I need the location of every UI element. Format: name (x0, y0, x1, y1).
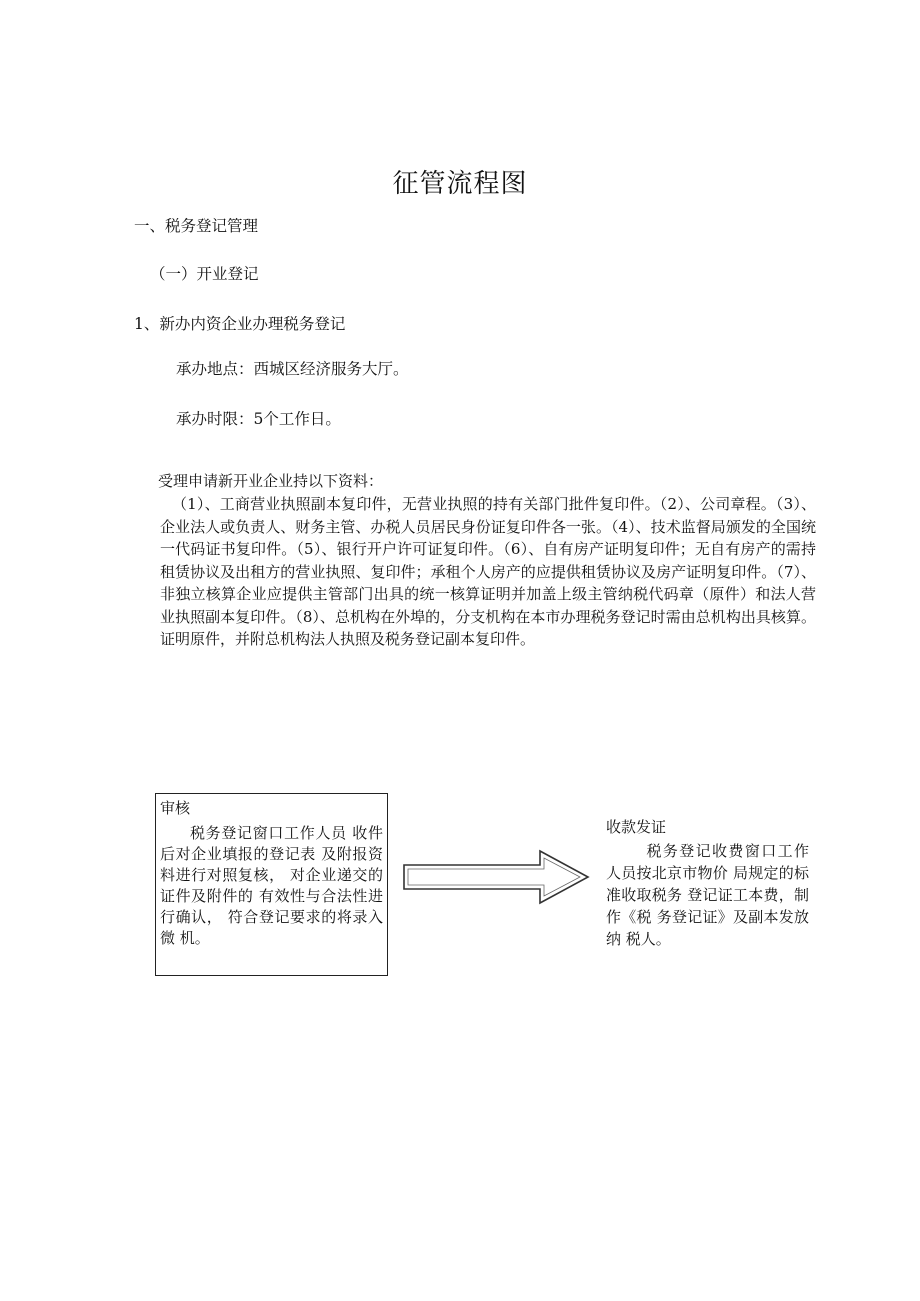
subsection-heading: （一）开业登记 (150, 265, 259, 283)
review-step-body: 税务登记窗口工作人员 收件后对企业填报的登记表 及附报资料进行对照复核， 对企业递交的证件及附件的 有效性与合法性进行确认， 符合登记要求的将录入微 机。 (160, 824, 383, 947)
payment-step-title: 收款发证 (606, 818, 667, 836)
section-heading: 一、税务登记管理 (134, 217, 259, 235)
materials-intro: 受理申请新开业企业持以下资料： (158, 472, 384, 490)
materials-paragraph: （1）、工商营业执照副本复印件，无营业执照的持有关部门批件复印件。（2）、公司章程。（3）、企业法人或负责人、财务主管、办税人员居民身份证复印件各一张。（4）、技术监督局颁发的全国统一代码证书复印件。（5）、银行开户许可证复印件。（6）、自有房产证明复印件；无自有房产的需持租赁协议及出租方的营业执照、复印件；承租个人房产的应提供租赁协议及房产证明复印件。（7）、非独立核算企业应提供主管部门出具的统一核算证明并加盖上级主管纳税代码章（原件）和法人营业执照副本复印件。（8）、总机构在外埠的，分支机构在本市办理税务登记时需由总机构出具核算。证明原件，并附总机构法人执照及税务登记副本复印件。 (160, 495, 816, 648)
right-arrow-icon (402, 849, 592, 909)
deadline-line: 承办时限：5个工作日。 (176, 410, 341, 428)
item-heading: 1、新办内资企业办理税务登记 (134, 315, 346, 333)
payment-step-body: 税务登记收费窗口工作人员按北京市物价 局规定的标准收取税务 登记证工本费，制作《税 务登记证》及副本发放纳 税人。 (606, 842, 809, 948)
review-step-title: 审核 (160, 799, 191, 817)
location-line: 承办地点：西城区经济服务大厅。 (176, 360, 409, 378)
review-step-box (155, 793, 388, 976)
page-title: 征管流程图 (392, 169, 528, 199)
